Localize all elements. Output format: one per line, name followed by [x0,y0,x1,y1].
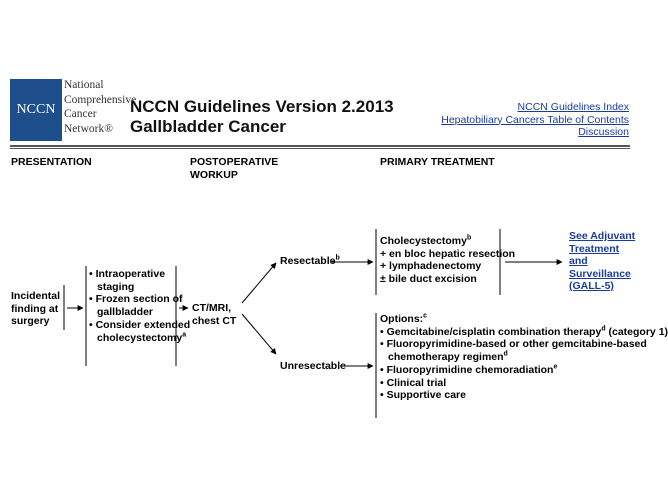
category-note: (category 1) [605,325,668,338]
guidelines-index-link[interactable]: NCCN Guidelines Index [517,101,629,113]
workup-line: chest CT [192,314,237,327]
logo-line: Cancer [64,108,97,120]
footnote-marker: a [182,331,187,339]
list-item-text: Fluoropyrimidine chemoradiation [386,363,554,376]
list-item: • Supportive care [380,389,466,402]
list-item: • Intraoperative [89,268,166,280]
list-item-text: Fluoropyrimidine-based or other gemcitabine-based [386,338,647,351]
footnote-marker: d [503,350,508,358]
presentation-box [11,290,60,328]
presentation-line: finding at [11,302,59,315]
list-item: • Fluoropyrimidine-based or other gemcitabine-based [380,338,647,351]
list-item-cont [89,332,190,345]
logo-line: National [64,79,104,91]
presentation-line: surgery [11,315,50,328]
adjuvant-link-line[interactable]: Surveillance [569,267,631,280]
list-item-cont: staging [97,280,135,293]
list-item-text: Consider extended [95,318,191,331]
list-item-text: Frozen section of [95,293,183,306]
list-item-cont: gallbladder [97,306,154,319]
footnote-marker: d [601,325,606,333]
treatment-heading-text: Cholecystectomy [380,235,467,247]
table-of-contents-link[interactable]: Hepatobiliary Cancers Table of Contents [441,113,629,126]
list-item: • Frozen section of [89,293,183,306]
list-item-text: Clinical trial [386,376,447,389]
list-item: • Fluoropyrimidine chemoradiation$^e$ [380,363,558,376]
footnote-marker: b [335,254,340,262]
options-list [380,313,668,402]
list-item-text: chemotherapy regimen [388,351,504,364]
resectable-text: Resectable [280,255,336,267]
footnote-marker: e [553,363,558,371]
workup-heading-line: POSTOPERATIVE [190,156,279,168]
title-version: NCCN Guidelines Version 2.2013 [130,97,394,116]
treatment-item: + en bloc hepatic resection [380,247,516,260]
options-heading [380,313,668,326]
unresectable-label: Unresectable [280,360,346,372]
list-item-text: cholecystectomy [97,331,183,344]
adjuvant-link-line[interactable]: Treatment [569,242,620,255]
treatment-heading [380,235,515,248]
treatment-item: ± bile duct excision [380,273,477,286]
adjuvant-link[interactable] [569,230,635,293]
resectable-label [280,255,340,268]
list-item-text: Supportive care [386,389,466,402]
title-disease: Gallbladder Cancer [130,117,286,136]
list-item-cont [380,351,668,364]
arrow-to-resectable [242,263,276,303]
logo-abbrev: NCCN [16,102,56,117]
presentation-line: Incidental [11,290,61,302]
arrow-to-unresectable [242,314,276,354]
list-item-text: Gemcitabine/cisplatin combination therapy [386,325,602,338]
logo-line: Comprehensive [64,93,137,106]
options-heading-text: Options: [380,313,424,325]
workup-line: CT/MRI, [192,302,232,314]
footnote-marker: c [423,312,428,320]
resectable-treatment [380,235,515,286]
presentation-heading: PRESENTATION [11,156,92,168]
intraop-list [89,268,190,344]
list-item: • Clinical trial [380,376,447,389]
discussion-link[interactable]: Discussion [578,126,629,138]
treatment-item: + lymphadenectomy [380,260,482,273]
logo-line: Network® [64,122,113,135]
treatment-heading: PRIMARY TREATMENT [380,156,495,168]
list-item: • Consider extended [89,318,191,331]
list-item: • Gemcitabine/cisplatin combination therapy$^d$ (category 1) [380,325,668,338]
adjuvant-link-line[interactable]: (GALL-5) [569,280,614,292]
adjuvant-link-line[interactable]: and [569,255,588,267]
workup-box [192,302,236,327]
footnote-marker: b [466,234,472,242]
list-item-text: Intraoperative [95,268,166,280]
workup-heading-line: WORKUP [190,168,238,181]
adjuvant-link-line[interactable]: See Adjuvant [569,230,636,242]
